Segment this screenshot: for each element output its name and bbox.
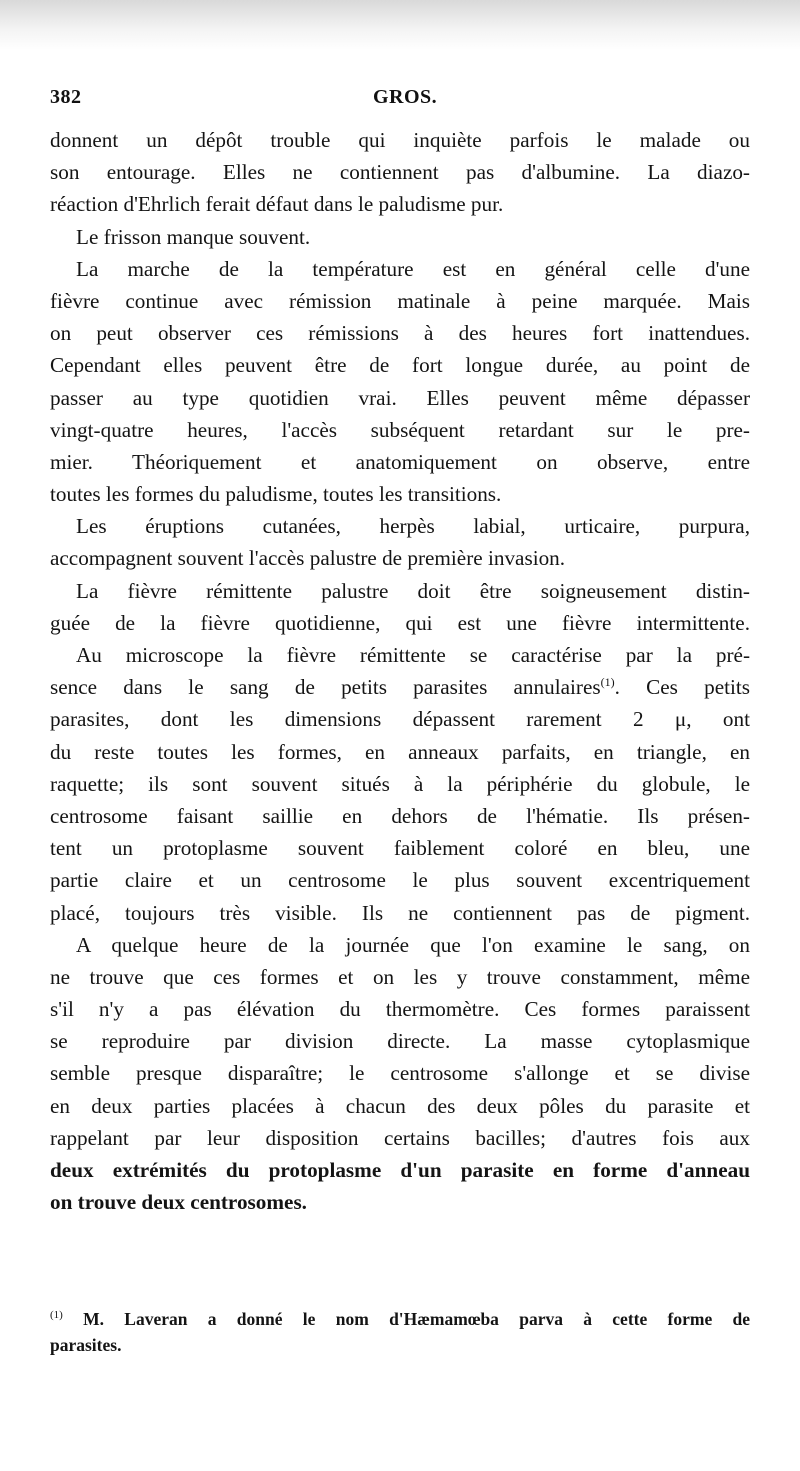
text-line: Le frisson manque souvent.	[76, 224, 311, 249]
text-line: tent un protoplasme souvent faiblement coloré en bleu, une	[50, 836, 750, 861]
text-line: La marche de la température est en général celle d'une	[76, 256, 750, 281]
text-line: s'il n'y a pas élévation du thermomètre. Ces formes paraissent	[50, 997, 750, 1022]
page-number: 382	[50, 86, 82, 108]
running-head: GROS.	[373, 86, 438, 108]
text-line: semble presque disparaître; le centrosome s'allonge et se divise	[50, 1061, 750, 1086]
text-line: parasites, dont les dimensions dépassent rarement 2 μ, ont	[50, 707, 750, 732]
text-line: du reste toutes les formes, en anneaux parfaits, en triangle, en	[50, 739, 750, 764]
text-line: fièvre continue avec rémission matinale à peine marquée. Mais	[50, 288, 750, 313]
text-line: passer au type quotidien vrai. Elles peuvent même dépasser	[50, 385, 750, 410]
text-line: placé, toujours très visible. Ils ne contiennent pas de pigment.	[50, 900, 750, 925]
footnote-line	[50, 1306, 750, 1332]
text-line: ne trouve que ces formes et on les y trouve constamment, même	[50, 964, 750, 989]
text-line: vingt-quatre heures, l'accès subséquent retardant sur le pre-	[50, 417, 750, 442]
text-line: raquette; ils sont souvent situés à la périphérie du globule, le	[50, 771, 750, 796]
text-line: toutes les formes du paludisme, toutes les transitions.	[50, 482, 502, 507]
footnote	[50, 1306, 750, 1358]
page-header	[50, 86, 750, 112]
text-line: on trouve deux centrosomes.	[50, 1190, 307, 1215]
text-line: La fièvre rémittente palustre doit être soigneusement distin-	[76, 578, 750, 603]
text-line: deux extrémités du protoplasme d'un parasite en forme d'anneau	[50, 1158, 750, 1182]
text-line: A quelque heure de la journée que l'on examine le sang, on	[76, 932, 750, 957]
text-line: mier. Théoriquement et anatomiquement on observe, entre	[50, 449, 750, 474]
text-line: Les éruptions cutanées, herpès labial, urticaire, purpura,	[76, 514, 750, 539]
scan-edge-shadow	[0, 0, 800, 50]
text-fragment: sence dans le sang de petits parasites annulaires	[50, 675, 601, 700]
text-line: partie claire et un centrosome le plus souvent excentriquement	[50, 868, 750, 893]
text-fragment: . Ces petits	[614, 675, 750, 700]
text-line: réaction d'Ehrlich ferait défaut dans le paludisme pur.	[50, 192, 504, 217]
text-line: en deux parties placées à chacun des deux pôles du parasite et	[50, 1093, 750, 1118]
text-line: accompagnent souvent l'accès palustre de première invasion.	[50, 546, 566, 571]
text-line: son entourage. Elles ne contiennent pas d'albumine. La diazo-	[50, 160, 750, 185]
footnote-reference[interactable]: (1)	[600, 675, 615, 690]
text-line: rappelant par leur disposition certains bacilles; d'autres fois aux	[50, 1125, 750, 1150]
text-line: guée de la fièvre quotidienne, qui est une fièvre intermittente.	[50, 610, 750, 635]
text-line: centrosome faisant saillie en dehors de l'hématie. Ils présen-	[50, 803, 750, 828]
text-line: Au microscope la fièvre rémittente se caractérise par la pré-	[76, 643, 750, 667]
text-line: Cependant elles peuvent être de fort longue durée, au point de	[50, 353, 750, 378]
text-line: se reproduire par division directe. La masse cytoplasmique	[50, 1029, 750, 1054]
footnote-line: parasites.	[50, 1335, 122, 1355]
text-line: donnent un dépôt trouble qui inquiète parfois le malade ou	[50, 128, 750, 152]
body-text	[50, 124, 750, 1218]
footnote-marker: (1)	[50, 1309, 63, 1321]
text-line-with-footnote-ref	[50, 671, 750, 703]
footnote-text: M. Laveran a donné le nom d'Hæmamœba parva à cette forme de	[83, 1309, 751, 1329]
text-line: on peut observer ces rémissions à des heures fort inattendues.	[50, 321, 750, 346]
